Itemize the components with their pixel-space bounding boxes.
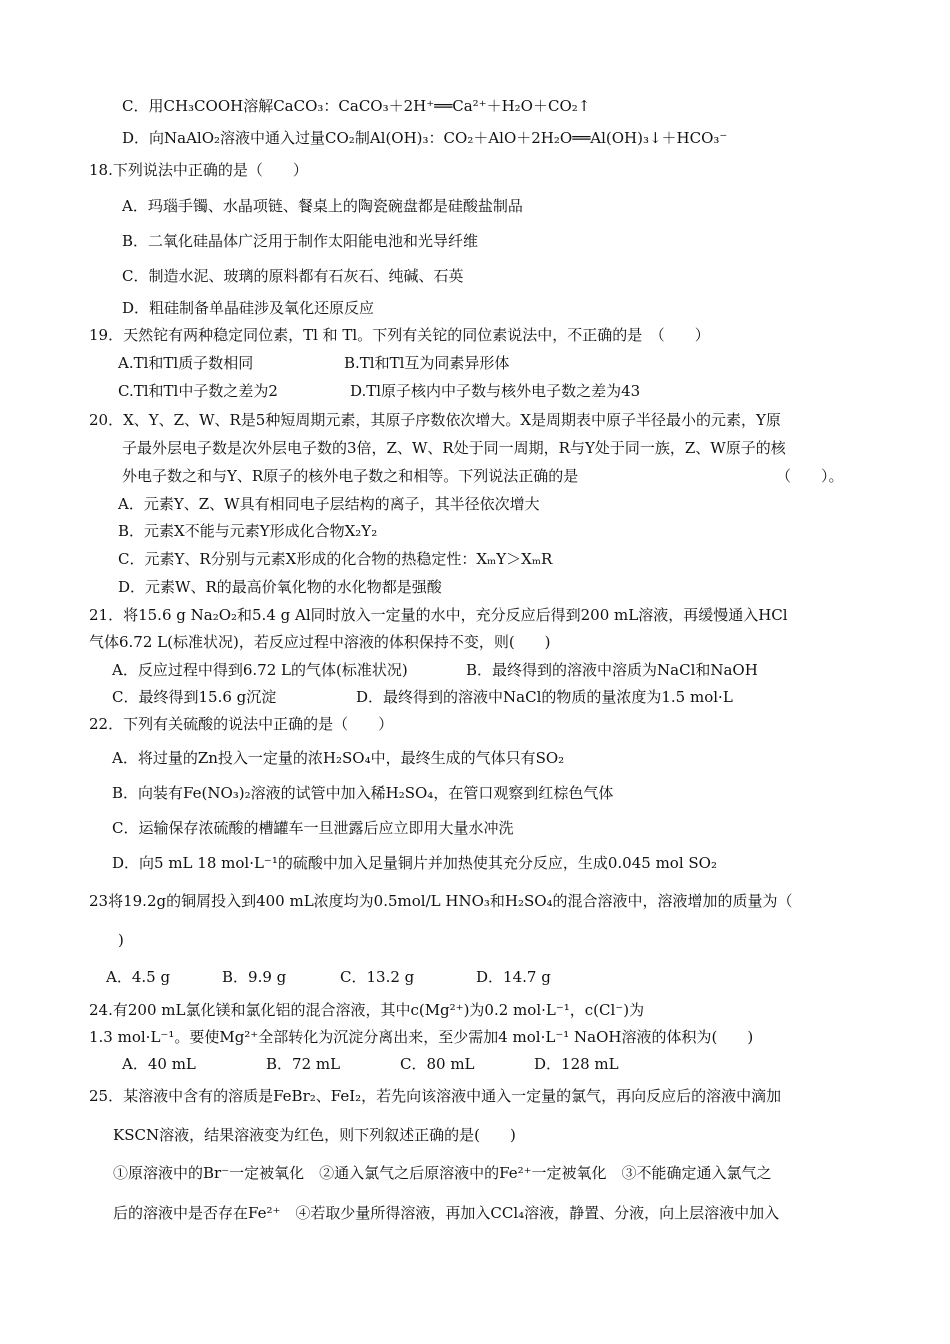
q21-option-a: A．反应过程中得到6.72 L的气体(标准状况)	[112, 661, 408, 679]
q21-stem-line1: 21．将15.6 g Na₂O₂和5.4 g Al同时放入一定量的水中，充分反应后得到200 mL溶液，再缓慢通入HCl	[89, 606, 788, 624]
q24-option-b: B．72 mL	[266, 1055, 341, 1073]
q20-option-d: D．元素W、R的最高价氧化物的水化物都是强酸	[118, 578, 442, 596]
q20-option-a: A．元素Y、Z、W具有相同电子层结构的离子，其半径依次增大	[118, 495, 540, 513]
q20-option-c: C．元素Y、R分别与元素X形成的化合物的热稳定性：XₘY＞XₘR	[118, 550, 553, 568]
q17-option-d: D．向NaAlO₂溶液中通入过量CO₂制Al(OH)₃：CO₂＋AlO＋2H₂O══Al(OH)₃↓＋HCO₃⁻	[122, 129, 728, 147]
q23-option-c: C．13.2 g	[340, 968, 415, 986]
q19-option-d: D.Tl原子核内中子数与核外电子数之差为43	[350, 382, 641, 400]
q23-option-b: B．9.9 g	[222, 968, 287, 986]
q22-option-c: C．运输保存浓硫酸的槽罐车一旦泄露后应立即用大量水冲洗	[112, 819, 514, 837]
q24-stem-line1: 24.有200 mL氯化镁和氯化铝的混合溶液，其中c(Mg²⁺)为0.2 mol·L⁻¹，c(Cl⁻)为	[89, 1001, 645, 1019]
q23-stem-line1: 23将19.2g的铜屑投入到400 mL浓度均为0.5mol/L HNO₃和H₂SO₄的混合溶液中，溶液增加的质量为（	[89, 892, 793, 910]
q17-option-c: C．用CH₃COOH溶解CaCO₃：CaCO₃＋2H⁺══Ca²⁺＋H₂O＋CO₂↑	[122, 97, 591, 115]
q24-option-c: C．80 mL	[400, 1055, 475, 1073]
q20-option-b: B．元素X不能与元素Y形成化合物X₂Y₂	[118, 522, 378, 540]
q21-option-c: C．最终得到15.6 g沉淀	[112, 688, 277, 706]
q21-option-d: D．最终得到的溶液中NaCl的物质的量浓度为1.5 mol·L	[356, 688, 733, 706]
q20-stem-line1: 20．X、Y、Z、W、R是5种短周期元素，其原子序数依次增大。X是周期表中原子半径最小的元素，Y原	[89, 411, 781, 429]
q18-option-c: C．制造水泥、玻璃的原料都有石灰石、纯碱、石英	[122, 267, 464, 285]
q19-stem: 19．天然铊有两种稳定同位素，Tl 和 Tl。下列有关铊的同位素说法中，不正确的是 （ ）	[89, 326, 710, 344]
q24-stem-line2: 1.3 mol·L⁻¹。要使Mg²⁺全部转化为沉淀分离出来，至少需加4 mol·L⁻¹ NaOH溶液的体积为( )	[89, 1028, 754, 1046]
q22-option-d: D．向5 mL 18 mol·L⁻¹的硫酸中加入足量铜片并加热使其充分反应，生成0.045 mol SO₂	[112, 854, 717, 872]
q19-option-b: B.Tl和Tl互为同素异形体	[344, 354, 510, 372]
q22-option-a: A．将过量的Zn投入一定量的浓H₂SO₄中，最终生成的气体只有SO₂	[112, 749, 565, 767]
q21-option-b: B．最终得到的溶液中溶质为NaCl和NaOH	[466, 661, 758, 679]
q19-option-c: C.Tl和Tl中子数之差为2	[118, 382, 278, 400]
q18-option-d: D．粗硅制备单晶硅涉及氧化还原反应	[122, 299, 375, 317]
q25-stem-line4: 后的溶液中是否存在Fe²⁺ ④若取少量所得溶液，再加入CCl₄溶液，静置、分液，向上层溶液中加入	[113, 1204, 780, 1222]
q20-answer-bracket: （ ）。	[776, 467, 844, 485]
q23-option-d: D．14.7 g	[476, 968, 551, 986]
q20-stem-line3: 外电子数之和与Y、R原子的核外电子数之和相等。下列说法正确的是	[122, 467, 579, 485]
q25-stem-line3: ①原溶液中的Br⁻一定被氧化 ②通入氯气之后原溶液中的Fe²⁺一定被氧化 ③不能确定通入氯气之	[113, 1164, 772, 1182]
q18-stem: 18.下列说法中正确的是（ ）	[89, 161, 308, 179]
q18-option-b: B．二氧化硅晶体广泛用于制作太阳能电池和光导纤维	[122, 232, 479, 250]
q18-option-a: A．玛瑙手镯、水晶项链、餐桌上的陶瓷碗盘都是硅酸盐制品	[122, 197, 523, 215]
q23-stem-line2: )	[118, 931, 124, 949]
q20-stem-line2: 子最外层电子数是次外层电子数的3倍，Z、W、R处于同一周期，R与Y处于同一族，Z、W原子的核	[122, 439, 786, 457]
q21-stem-line2: 气体6.72 L(标准状况)，若反应过程中溶液的体积保持不变，则( )	[89, 633, 551, 651]
q25-stem-line1: 25．某溶液中含有的溶质是FeBr₂、FeI₂，若先向该溶液中通入一定量的氯气，再向反应后的溶液中滴加	[89, 1087, 782, 1105]
q24-option-a: A．40 mL	[122, 1055, 196, 1073]
q19-option-a: A.Tl和Tl质子数相同	[118, 354, 254, 372]
q24-option-d: D．128 mL	[534, 1055, 619, 1073]
q25-stem-line2: KSCN溶液，结果溶液变为红色，则下列叙述正确的是( )	[113, 1126, 516, 1144]
q23-option-a: A．4.5 g	[106, 968, 171, 986]
q22-stem: 22．下列有关硫酸的说法中正确的是（ ）	[89, 715, 394, 733]
q22-option-b: B．向装有Fe(NO₃)₂溶液的试管中加入稀H₂SO₄，在管口观察到红棕色气体	[112, 784, 614, 802]
